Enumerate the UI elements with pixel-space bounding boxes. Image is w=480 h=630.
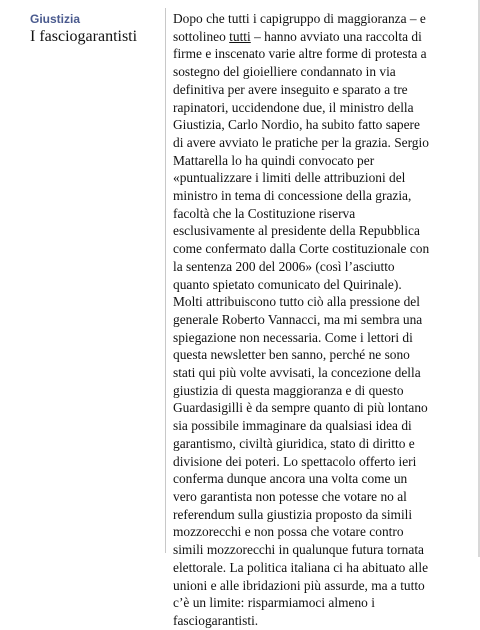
body-line: giustizia di questa maggioranza e di questo xyxy=(173,382,404,398)
article-title: I fasciogarantisti xyxy=(30,28,138,45)
body-line: sottolineo tutti – hanno avviato una raccolta di xyxy=(173,28,422,44)
body-line: firme e inscenato varie altre forme di protesta a xyxy=(173,46,427,62)
article-body xyxy=(173,10,449,630)
body-line: mozzorecchi e non possa che votare contro xyxy=(173,524,404,540)
body-line: generale Roberto Vannacci, ma mi sembra una xyxy=(173,311,423,327)
body-line: conferma dunque ancora una volta come un xyxy=(173,471,408,487)
body-line: «puntualizzare i limiti delle attribuzioni del xyxy=(173,170,406,186)
body-line: vero garantista non potesse che votare no al xyxy=(173,488,407,504)
body-line: come confermato dalla Corte costituzionale con xyxy=(173,241,430,257)
emphasis-underline: tutti xyxy=(229,28,251,44)
body-line: ministro in tema di concessione della grazia, xyxy=(173,188,412,204)
body-line: sostegno del gioielliere condannato in via xyxy=(173,64,396,80)
article-header xyxy=(30,12,165,46)
body-line: Guardasigilli è da sempre quanto di più lontano xyxy=(173,400,428,416)
body-line: Giustizia, Carlo Nordio, ha subito fatto sapere xyxy=(173,117,420,133)
body-line: elettorale. La politica italiana ci ha abituato alle xyxy=(173,559,429,575)
body-line: Molti attribuiscono tutto ciò alla pressione del xyxy=(173,294,420,310)
section-label: Giustizia xyxy=(30,12,81,26)
body-line: la sentenza 200 del 2006» (così l’asciutto xyxy=(173,258,395,274)
body-line: quanto spietato comunicato del Quirinale). xyxy=(173,276,402,292)
body-line: definitiva per avere inseguito e sparato a tre xyxy=(173,81,408,97)
body-line: Dopo che tutti i capigruppo di maggioranza – e xyxy=(173,11,426,26)
body-line: esclusivamente al presidente della Repubblica xyxy=(173,223,420,239)
body-line: divisione dei poteri. Lo spettacolo offerto ieri xyxy=(173,453,417,469)
body-line: Mattarella lo ha quindi convocato per xyxy=(173,152,375,168)
body-line: stati qui più volte avvisati, la concezione della xyxy=(173,365,421,381)
body-line: sia possibile immaginare da qualsiasi idea di xyxy=(173,418,412,434)
body-line: questa newsletter ben sanno, perché ne sono xyxy=(173,347,410,363)
body-line: facoltà che la Costituzione riserva xyxy=(173,205,356,221)
body-line: di avere avviato le pratiche per la grazia. Sergio xyxy=(173,134,429,150)
body-line: unioni e alle ibridazioni più assurde, ma a tutto xyxy=(173,577,425,593)
body-line: rapinatori, uccidendone due, il ministro della xyxy=(173,99,414,115)
body-line: c’è un limite: risparmiamoci almeno i xyxy=(173,595,375,611)
column-divider xyxy=(165,8,166,553)
body-line: garantismo, civiltà giuridica, stato di diritto e xyxy=(173,435,415,451)
body-line: spiegazione non necessaria. Come i lettori di xyxy=(173,329,413,345)
body-line: simili mozzorecchi in qualunque futura tornata xyxy=(173,542,424,558)
body-line: referendum sulla giustizia proposto da simili xyxy=(173,506,413,522)
body-line: fasciogarantisti. xyxy=(173,612,259,628)
